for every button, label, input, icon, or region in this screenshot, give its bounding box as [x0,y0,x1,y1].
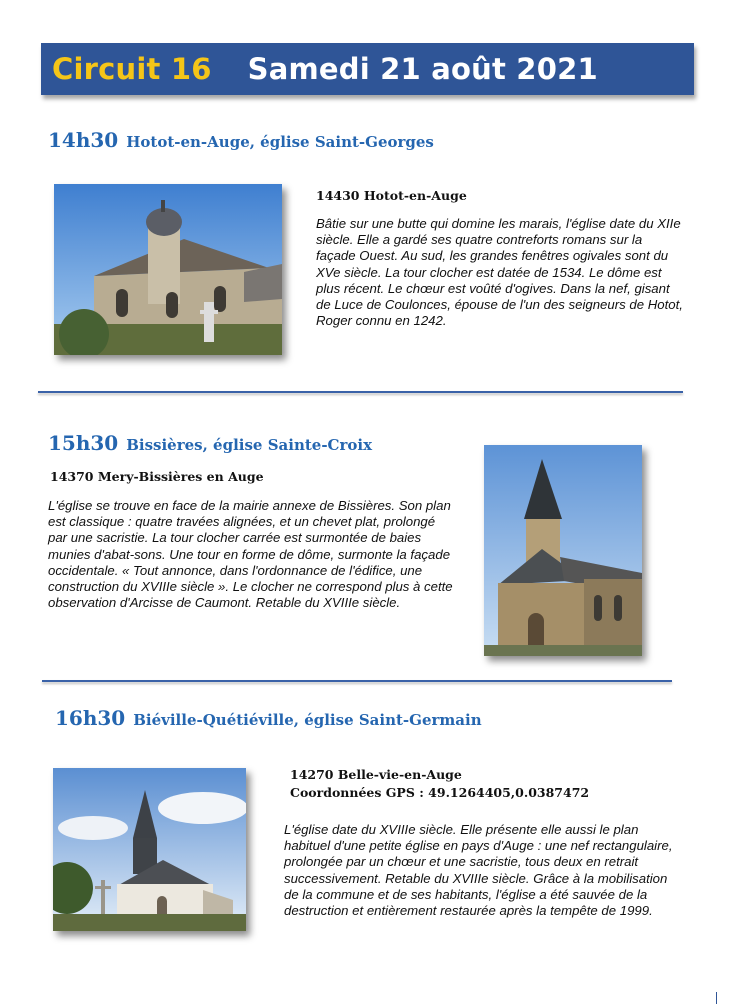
gps-coordinates: Coordonnées GPS : 49.1264405,0.0387472 [290,785,590,800]
section-heading-1 [48,128,434,152]
section-place-3: Biéville-Quétiéville, église Saint-Germain [133,711,482,729]
section-time-1: 14h30 [48,128,119,152]
section-heading-2 [48,431,372,455]
address-3: 14270 Belle-vie-en-Auge [290,767,462,782]
section-heading-3 [55,706,482,730]
church-photo-bissieres [484,445,642,656]
page-corner-mark [716,992,717,1004]
address-1: 14430 Hotot-en-Auge [316,188,467,203]
section-divider-2 [42,680,672,682]
section-time-2: 15h30 [48,431,119,455]
section-divider-1 [38,391,683,393]
section-time-3: 16h30 [55,706,126,730]
event-date: Samedi 21 août 2021 [247,52,598,86]
church-photo-bieville [53,768,246,931]
section-place-1: Hotot-en-Auge, église Saint-Georges [126,133,434,151]
description-3: L'église date du XVIIIe siècle. Elle présente elle aussi le plan habituel d'une petite église en pays d'Auge : une nef rectangulaire, prolongée par un chœur et une sacristie, tous deux en retrait successivement. Retable du XVIIIe siècle. Grâce à la mobilisation de la commune et de ses habitants, l'église a été sauvée de la destruction et entièrement restaurée après la tempête de 1999. [284,822,673,919]
title-banner [41,43,694,95]
circuit-label: Circuit 16 [52,52,212,86]
church-photo-hotot [54,184,282,355]
description-1: Bâtie sur une butte qui domine les marais, l'église date du XIIe siècle. Elle a gardé ses quatre contreforts romans sur la façade Ouest. Au sud, les grandes fenêtres ogivales sont du XVe siècle. La tour clocher est datée de 1534. Le dôme est plus récent. Le chœur est voûté d'ogives. Dans la nef, gisant de Luce de Coulonces, épouse de l'un des seigneurs de Hotot, Roger connu en 1242. [316,216,683,329]
section-place-2: Bissières, église Sainte-Croix [126,436,373,454]
description-2: L'église se trouve en face de la mairie annexe de Bissières. Son plan est classique : quatre travées alignées, et un chevet plat, prolongé par une sacristie. La tour clocher carrée est surmontée de baies munies d'abat-sons. Une tour en forme de dôme, surmonte la façade occidentale. « Tout annonce, dans l'ordonnance de l'édifice, une construction du XVIIIe siècle ». Le clocher ne correspond plus à cette observation d'Arcisse de Caumont. Retable du XVIIIe siècle. [48,498,453,611]
address-2: 14370 Mery-Bissières en Auge [50,469,264,484]
